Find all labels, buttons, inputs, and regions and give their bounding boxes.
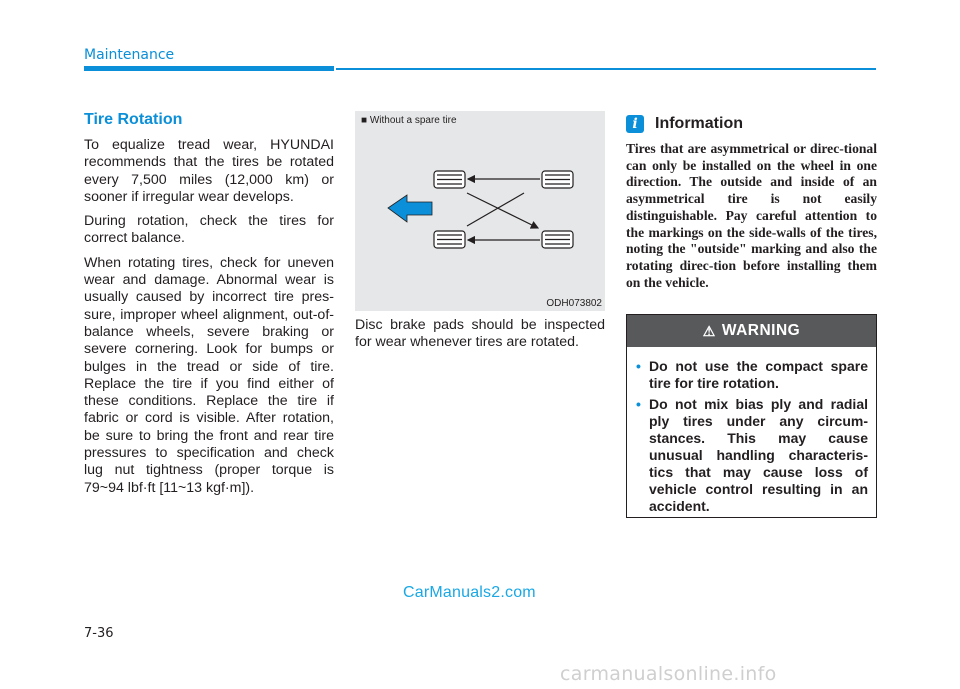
watermark-link[interactable]: CarManuals2.com <box>403 584 536 601</box>
watermark-text: carmanualsonline.info <box>560 663 777 685</box>
figure-code: ODH073802 <box>546 298 602 309</box>
information-heading <box>626 115 877 133</box>
warning-list <box>627 347 876 515</box>
page-number: 7-36 <box>84 626 114 641</box>
tire-icon <box>542 231 573 248</box>
figure-column <box>355 111 605 359</box>
warning-item <box>636 358 868 392</box>
forward-arrow-icon <box>388 195 432 222</box>
caption-text: Without a spare tire <box>369 115 457 126</box>
warning-triangle-icon: ⚠ <box>702 322 716 339</box>
tire-icon <box>434 231 465 248</box>
header-rule-thick <box>84 66 334 71</box>
rotation-diagram <box>355 111 605 311</box>
tire-rotation-figure <box>355 111 605 311</box>
bullet-icon: • <box>636 396 641 412</box>
section-header: Maintenance <box>84 47 175 63</box>
rotation-arrow <box>467 193 538 228</box>
body-paragraph: When rotating tires, check for uneven wear and damage. Abnormal wear is usually caused by incorrect tire pres-sure, improper wheel alignment, out-of-balance wheels, severe braking or severe cornering. Look for bumps or bulges in the tread or side of tire. Replace the tire if you find either of these conditions. Replace the tire if fabric or cord is visible. After rotation, be sure to bring the front and rear tire pressures to specification and check lug nut tightness (proper torque is 79~94 lbf·ft [11~13 kgf·m]). <box>84 254 334 496</box>
tire-rotation-title: Tire Rotation <box>84 111 183 128</box>
tire-rotation-column <box>84 111 334 504</box>
body-paragraph: To equalize tread wear, HYUNDAI recommends that the tires be rotated every 7,500 miles (12,000 km) or sooner if irregular wear develops. <box>84 137 334 205</box>
bullet-icon: • <box>636 358 641 374</box>
tire-icon <box>434 171 465 188</box>
warning-box <box>626 314 877 518</box>
information-text: Tires that are asymmetrical or direc-tional can only be installed on the wheel in one direction. The outside and inside of an asymmetrical tire is not easily distinguishable. Pay careful attention to the markings on the side-walls of the tires, noting the "outside" marking and also the rotating direc-tion before installing them on the vehicle. <box>626 141 877 290</box>
warning-item <box>636 396 868 515</box>
body-paragraph: During rotation, check the tires for correct balance. <box>84 213 334 247</box>
header-rule-thin <box>336 68 876 70</box>
info-icon: i <box>626 115 644 133</box>
warning-header <box>627 315 876 347</box>
tire-icon <box>542 171 573 188</box>
information-column <box>626 115 877 291</box>
information-title: Information <box>655 115 743 132</box>
warning-title: WARNING <box>721 322 801 339</box>
warning-item-text: Do not use the compact spare tire for tire rotation. <box>649 358 868 391</box>
warning-item-text: Do not mix bias ply and radial ply tires under any circum-stances. This may cause unusual handling characteris-tics that may cause loss of vehicle control resulting in an accident. <box>649 396 868 514</box>
caption-bullet: ■ <box>361 115 368 126</box>
rotation-arrow <box>467 193 524 226</box>
body-paragraph: Disc brake pads should be inspected for wear whenever tires are rotated. <box>355 317 605 351</box>
